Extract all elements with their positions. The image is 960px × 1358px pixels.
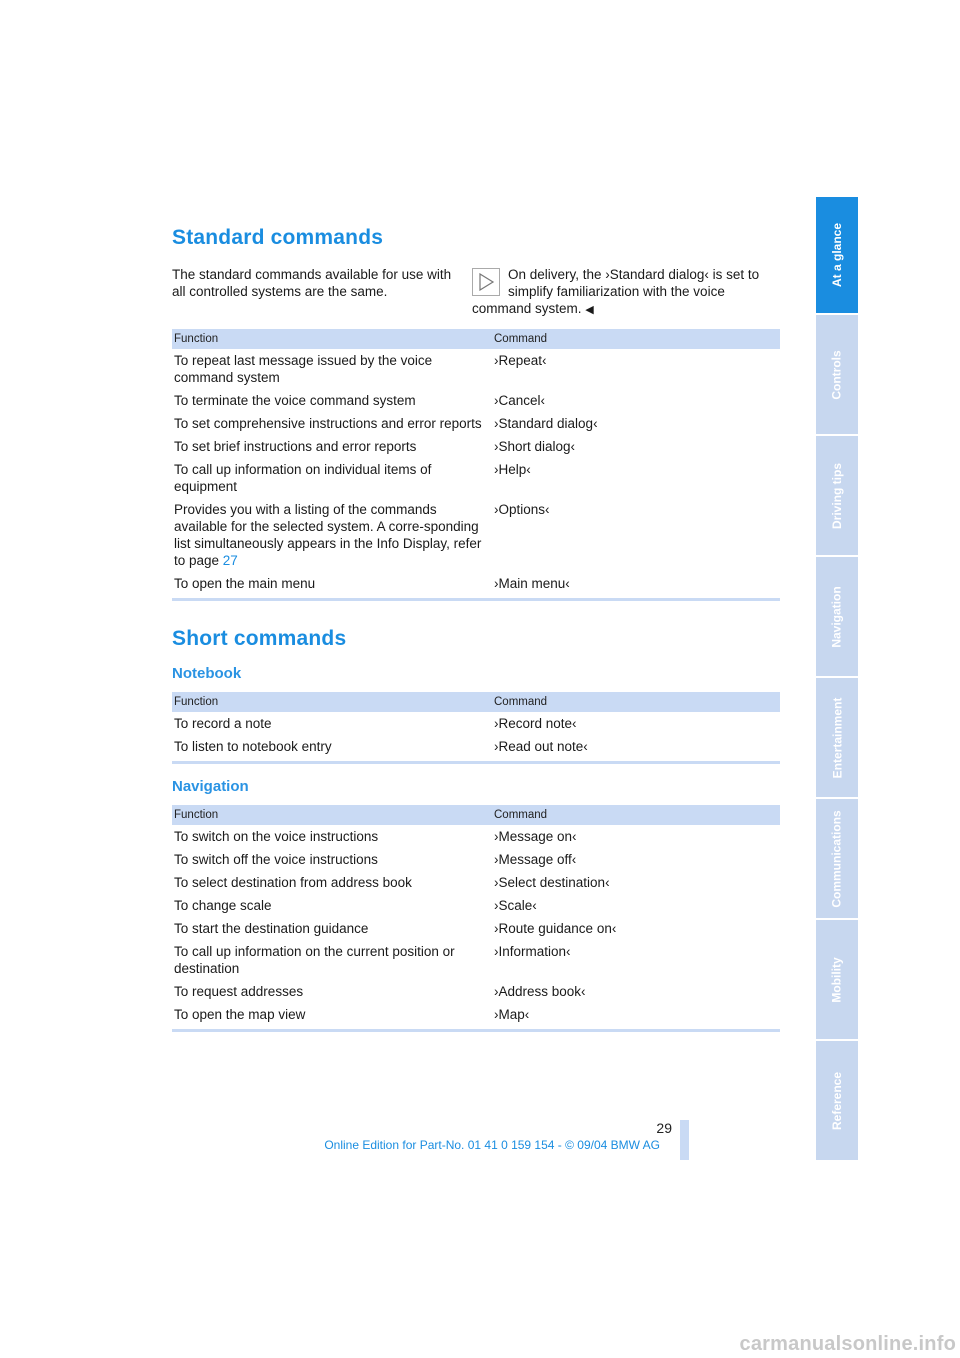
navigation-table [172,805,780,1029]
table-row [172,848,780,871]
page-reference-link[interactable]: 27 [222,553,238,568]
function-cell: To open the map view [174,1007,306,1022]
notebook-title: Notebook [172,665,242,682]
short-commands-title: Short commands [172,627,347,650]
note-text: On delivery, the ›Standard dialog‹ is set to simplify familiarization with the voice command system. [472,267,760,316]
command-cell: ›Cancel‹ [494,393,546,408]
notebook-table [172,692,780,761]
function-cell: To record a note [174,716,272,731]
command-cell: ›Message off‹ [494,852,577,867]
command-cell: ›Route guidance on‹ [494,921,617,936]
table-row [172,435,780,458]
command-cell: ›Main menu‹ [494,576,570,591]
notebook-table-wrap [172,692,780,764]
end-mark: ◀ [585,304,594,316]
function-cell: To change scale [174,898,272,913]
command-cell: ›Select destination‹ [494,875,610,890]
table-header-row [172,329,780,349]
intro-text: The standard commands available for use with all controlled systems are the same. [172,267,452,299]
command-cell: ›Standard dialog‹ [494,416,598,431]
table-header-row [172,805,780,825]
header-function: Function [172,805,492,825]
footer-edition: Online Edition for Part-No. 01 41 0 159 154 - © 09/04 BMW AG [324,1138,660,1152]
header-command: Command [492,805,780,825]
standard-commands-table [172,329,780,598]
command-cell: ›Short dialog‹ [494,439,576,454]
table-row [172,735,780,761]
function-cell: To open the main menu [174,576,316,591]
function-cell: To request addresses [174,984,304,999]
navigation-table-wrap [172,805,780,1032]
note-triangle-icon [472,268,500,296]
page-content [172,226,780,1032]
header-command: Command [492,692,780,712]
function-cell [172,498,492,572]
tab-label: Controls [830,349,844,400]
table-row [172,980,780,1003]
tab-label: At a glance [830,222,844,288]
command-cell: ›Message on‹ [494,829,577,844]
function-cell: To select destination from address book [174,875,412,890]
tab-label: Mobility [830,956,845,1003]
tab-label: Reference [830,1071,844,1130]
table-row [172,1003,780,1029]
table-row [172,498,780,572]
tab-at-a-glance[interactable] [816,197,858,313]
tab-label: Navigation [830,585,844,648]
tab-label: Communications [830,809,844,908]
tab-label: Entertainment [830,697,844,778]
table-row [172,389,780,412]
watermark: carmanualsonline.info [739,1333,956,1355]
page-number-bar [680,1120,689,1160]
chapter-sidebar [816,197,858,1162]
tab-navigation[interactable] [816,557,858,676]
function-cell: To switch off the voice instructions [174,852,378,867]
header-function: Function [172,692,492,712]
command-cell: ›Help‹ [494,462,531,477]
command-cell: ›Scale‹ [494,898,537,913]
function-cell: To repeat last message issued by the voice command system [174,353,433,385]
tab-communications[interactable] [816,799,858,918]
tab-label: Driving tips [830,462,845,529]
table-row [172,712,780,735]
function-cell: To terminate the voice command system [174,393,416,408]
function-cell: To call up information on the current position or destination [174,944,455,976]
intro-note [472,266,780,319]
table-row [172,940,780,980]
tab-mobility[interactable] [816,920,858,1039]
header-function: Function [172,329,492,349]
tab-driving-tips[interactable] [816,436,858,555]
function-cell: To start the destination guidance [174,921,369,936]
standard-commands-table-wrap [172,329,780,601]
tab-controls[interactable] [816,315,858,434]
table-row [172,825,780,848]
table-row [172,458,780,498]
tab-reference[interactable] [816,1041,858,1160]
function-cell: To call up information on individual items of equipment [174,462,432,494]
command-cell: ›Options‹ [494,502,550,517]
table-header-row [172,692,780,712]
command-cell: ›Record note‹ [494,716,577,731]
command-cell: ›Repeat‹ [494,353,547,368]
page-number: 29 [656,1120,672,1136]
table-row [172,572,780,598]
command-cell: ›Map‹ [494,1007,530,1022]
table-row [172,349,780,389]
table-row [172,412,780,435]
function-text: Provides you with a listing of the commands available for the selected system. A corre-sponding list simultaneously appears in the Info Display, refer to page [174,502,482,568]
table-row [172,917,780,940]
command-cell: ›Information‹ [494,944,571,959]
function-cell: To set brief instructions and error reports [174,439,417,454]
command-cell: ›Read out note‹ [494,739,588,754]
function-cell: To set comprehensive instructions and error reports [174,416,482,431]
standard-intro [172,266,780,319]
navigation-title: Navigation [172,778,249,795]
tab-entertainment[interactable] [816,678,858,797]
table-row [172,871,780,894]
table-row [172,894,780,917]
function-cell: To switch on the voice instructions [174,829,379,844]
function-cell: To listen to notebook entry [174,739,332,754]
header-command: Command [492,329,780,349]
standard-commands-title: Standard commands [172,226,384,249]
command-cell: ›Address book‹ [494,984,586,999]
